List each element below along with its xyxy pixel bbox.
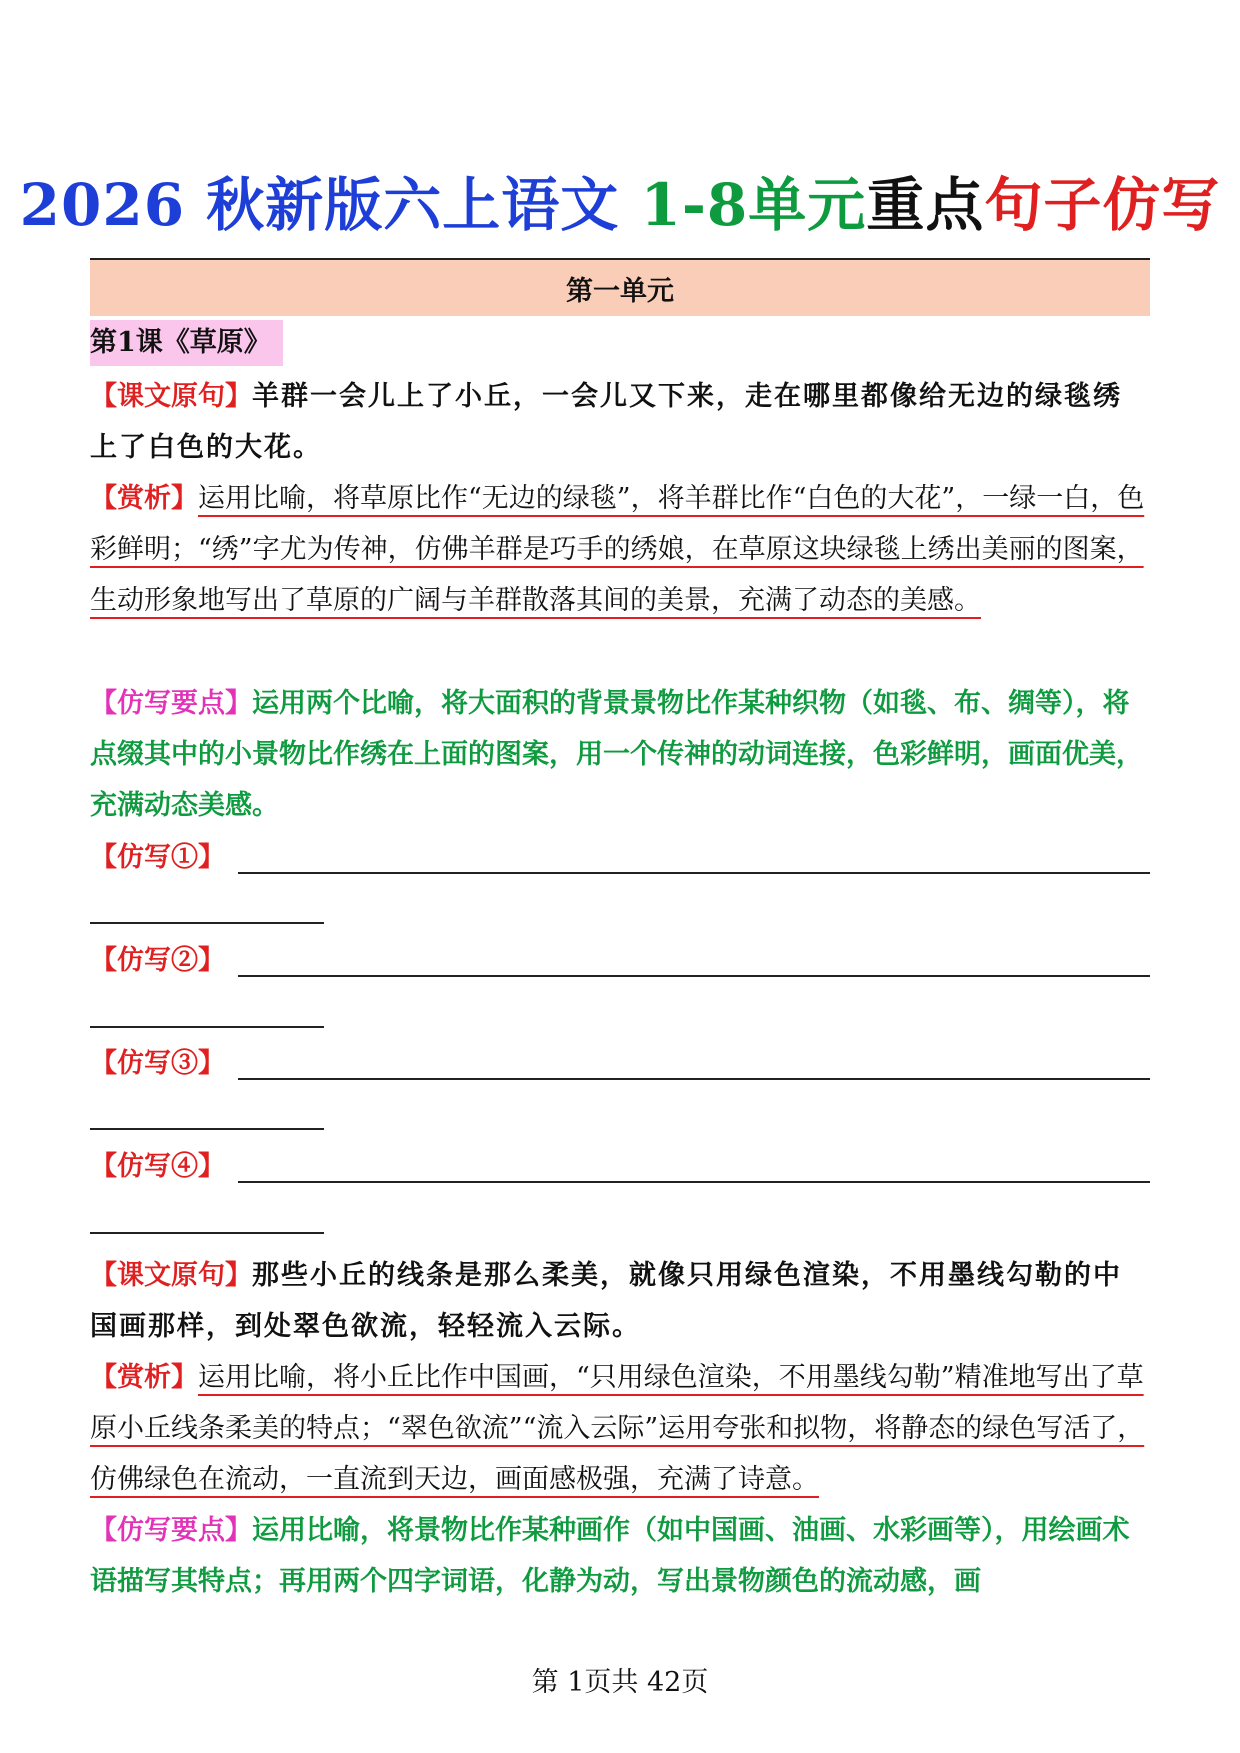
original-sentence-1: [90, 371, 1150, 473]
writing-line[interactable]: [238, 1078, 1150, 1080]
page-footer: 第 1页共 42页: [531, 1667, 709, 1698]
lesson-heading: 第1课《草原》: [90, 320, 283, 366]
title-range: 1-8: [640, 171, 749, 239]
writing-line-short[interactable]: [90, 922, 324, 924]
original-tag: 【课文原句】: [90, 1260, 252, 1291]
title-year: 2026: [19, 171, 186, 239]
imitation-label: 【仿写③】: [90, 1048, 225, 1079]
writing-line[interactable]: [238, 872, 1150, 874]
imitation-row-3: [90, 1038, 1150, 1089]
title-part4: 句子仿写: [984, 171, 1221, 239]
original-sentence-2: [90, 1250, 1150, 1352]
analysis-tag: 【赏析】: [90, 1362, 198, 1393]
key-points-tag: 【仿写要点】: [90, 688, 252, 719]
analysis-2: [90, 1352, 1150, 1505]
analysis-text: 运用比喻，将草原比作“无边的绿毯”，将羊群比作“白色的大花”，一绿一白，色彩鲜明；“绣”字尤为传神，仿佛羊群是巧手的绣娘，在草原这块绿毯上绣出美丽的图案，生动形象地写出了草原的广阔与羊群散落其间的美景，充满了动态的美感。: [90, 483, 1145, 616]
page-title: [0, 158, 1240, 242]
imitation-key-points-2: [90, 1505, 1150, 1607]
unit-heading: 第一单元: [90, 258, 1150, 316]
writing-line-short[interactable]: [90, 1128, 324, 1130]
imitation-label: 【仿写①】: [90, 842, 225, 873]
imitation-label: 【仿写④】: [90, 1151, 225, 1182]
imitation-row-4: [90, 1141, 1150, 1192]
analysis-text: 运用比喻，将小丘比作中国画，“只用绿色渲染，不用墨线勾勒”精准地写出了草原小丘线条柔美的特点；“翠色欲流”“流入云际”运用夸张和拟物，将静态的绿色写活了，仿佛绿色在流动，一直流到天边，画面感极强，充满了诗意。: [90, 1362, 1145, 1495]
original-tag: 【课文原句】: [90, 381, 252, 412]
analysis-1: [90, 473, 1150, 626]
title-part1: 秋新版六上语文: [206, 171, 620, 239]
writing-line[interactable]: [238, 975, 1150, 977]
analysis-tag: 【赏析】: [90, 483, 198, 514]
original-text: 羊群一会儿上了小丘，一会儿又下来，走在哪里都像给无边的绿毯绣上了白色的大花。: [90, 381, 1122, 463]
original-text: 那些小丘的线条是那么柔美，就像只用绿色渲染，不用墨线勾勒的中国画那样，到处翠色欲流，轻轻流入云际。: [90, 1260, 1122, 1342]
writing-line[interactable]: [238, 1181, 1150, 1183]
key-points-text: 运用比喻，将景物比作某种画作（如中国画、油画、水彩画等），用绘画术语描写其特点；再用两个四字词语，化静为动，写出景物颜色的流动感，画: [90, 1515, 1130, 1597]
key-points-text: 运用两个比喻，将大面积的背景景物比作某种织物（如毯、布、绸等），将点缀其中的小景物比作绣在上面的图案，用一个传神的动词连接，色彩鲜明，画面优美，充满动态美感。: [90, 688, 1143, 821]
writing-line-short[interactable]: [90, 1232, 324, 1234]
imitation-row-2: [90, 935, 1150, 986]
imitation-row-1: [90, 832, 1150, 883]
imitation-key-points-1: [90, 678, 1150, 831]
imitation-label: 【仿写②】: [90, 945, 225, 976]
writing-line-short[interactable]: [90, 1026, 324, 1028]
title-part2: 单元: [748, 171, 867, 239]
title-part3: 重点: [866, 171, 985, 239]
key-points-tag: 【仿写要点】: [90, 1515, 252, 1546]
